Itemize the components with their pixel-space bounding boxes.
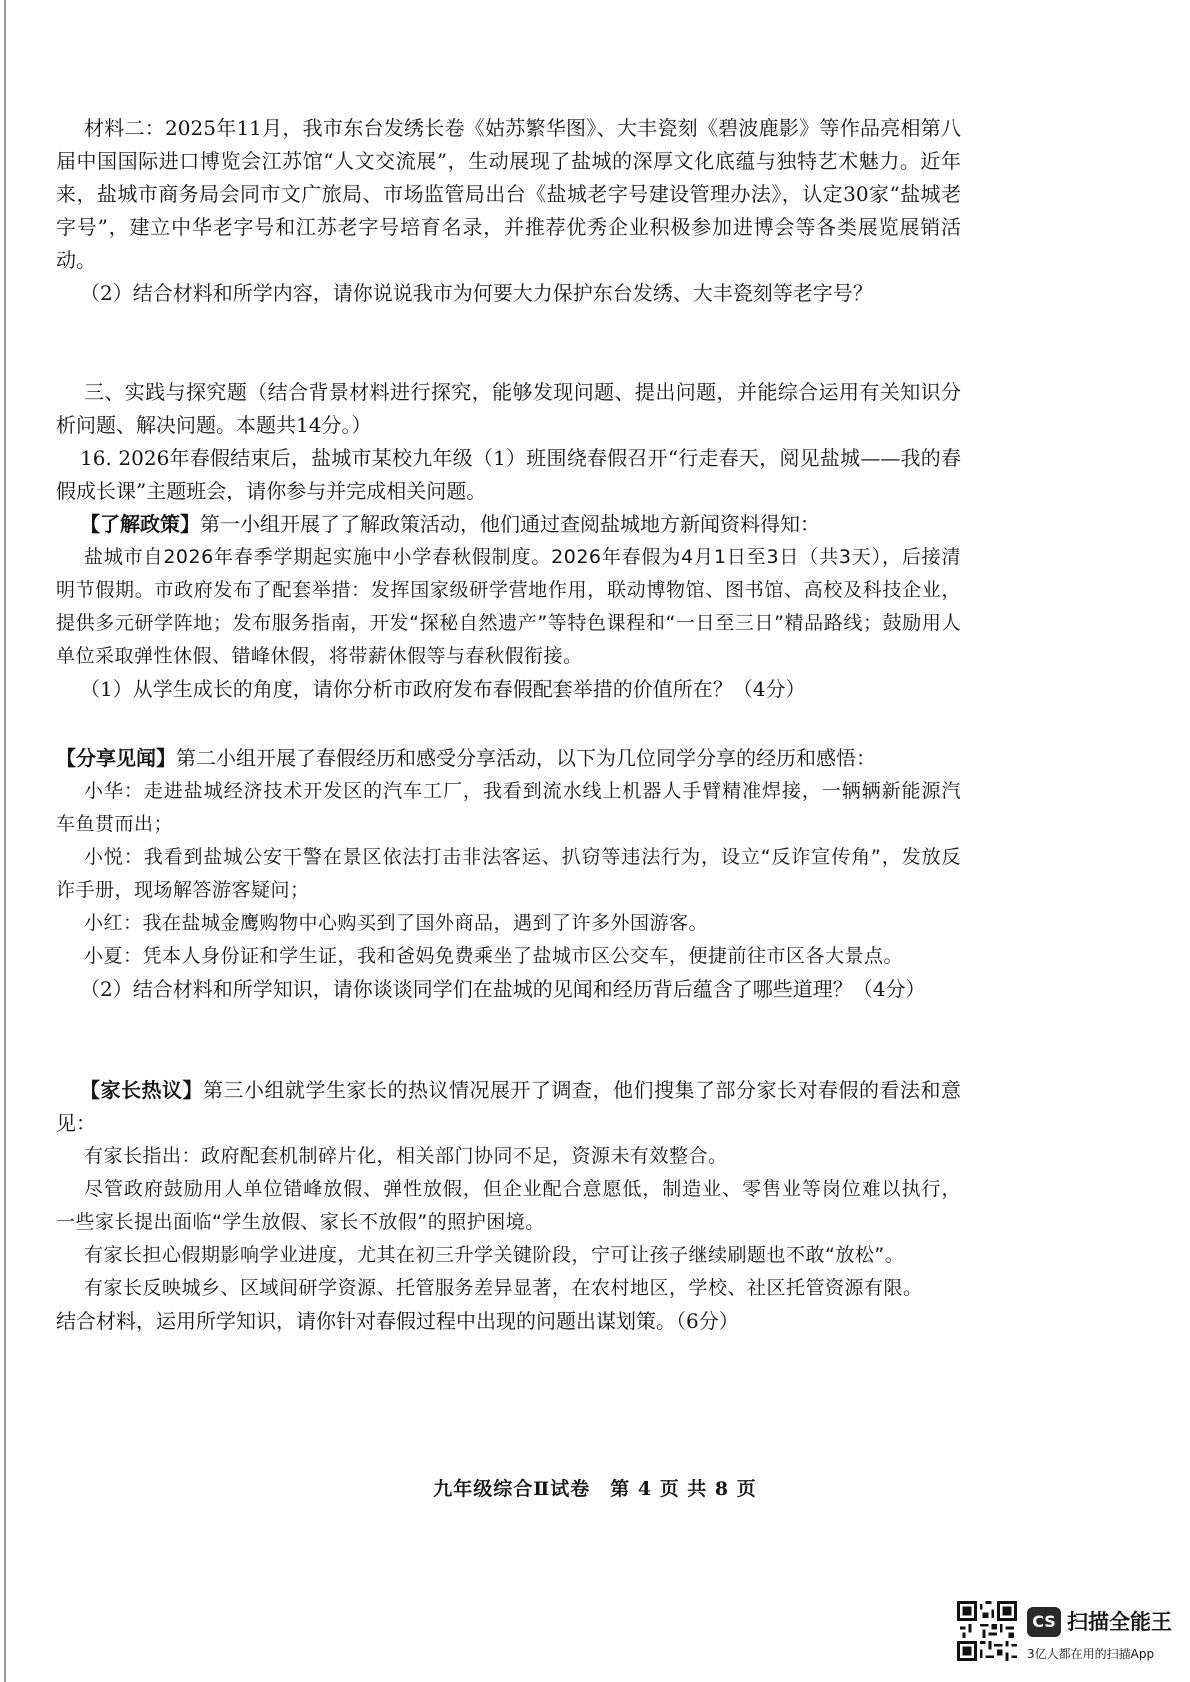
parents-block xyxy=(56,1074,961,1140)
sharing-item-xiaoyue: 小悦：我看到盐城公安干警在景区依法打击非法客运、扒窃等违法行为，设立“反诈宣传角”，发放反诈手册，现场解答游客疑问； xyxy=(56,846,961,901)
parents-item-mechanism: 有家长指出：政府配套机制碎片化，相关部门协同不足，资源未有效整合。 xyxy=(84,1145,728,1167)
sharing-text: 第二小组开展了春假经历和感受分享活动，以下为几位同学分享的经历和感悟： xyxy=(176,746,876,770)
question-16-intro: 16. 2026年春假结束后，盐城市某校九年级（1）班围绕春假召开“行走春天，阅见盐城——我的春假成长课”主题班会，请你参与并完成相关问题。 xyxy=(56,446,961,503)
sharing-item-xiaoxia: 小夏：凭本人身份证和学生证，我和爸妈免费乘坐了盐城市区公交车，便捷前往市区各大景点。 xyxy=(84,945,904,967)
question-3-parents: 结合材料，运用所学知识，请你针对春假过程中出现的问题出谋划策。（6分） xyxy=(56,1309,739,1333)
scanner-slogan: 3亿人都在用的扫描App xyxy=(1027,1647,1155,1661)
answer-space xyxy=(56,1006,961,1074)
scanner-app-name: 扫描全能王 xyxy=(1067,1610,1172,1634)
question-1-policy: （1）从学生成长的角度，请你分析市政府发布春假配套举措的价值所在？（4分） xyxy=(80,677,806,701)
page-content xyxy=(56,112,961,1338)
parents-item-resources: 有家长反映城乡、区域间研学资源、托管服务差异显著，在农村地区，学校、社区托管资源有限。 xyxy=(84,1277,923,1299)
qr-code-icon xyxy=(957,1601,1017,1661)
page-footer: 九年级综合Ⅱ试卷 第 4 页 共 8 页 xyxy=(433,1478,757,1500)
sharing-block xyxy=(56,742,961,775)
policy-text: 第一小组开展了了解政策活动，他们通过查阅盐城地方新闻资料得知： xyxy=(200,512,820,536)
answer-space xyxy=(56,706,961,742)
binding-edge xyxy=(4,0,6,1682)
sharing-item-xiaohong: 小红：我在盐城金鹰购物中心购买到了国外商品，遇到了许多外国游客。 xyxy=(84,912,709,934)
policy-material: 盐城市自2026年春季学期起实施中小学春秋假制度。2026年春假为4月1日至3日（共3天），后接清明节假期。市政府发布了配套举措：发挥国家级研学营地作用，联动博物馆、图书馆、高校及科技企业，提供多元研学阵地；发布服务指南，开发“探秘自然遗产”等特色课程和“一日至三日”精品路线；鼓励用人单位采取弹性休假、错峰休假，将带薪休假等与春秋假衔接。 xyxy=(56,546,961,667)
policy-block xyxy=(56,508,961,541)
parents-item-study: 有家长担心假期影响学业进度，尤其在初三升学关键阶段，宁可让孩子继续刷题也不敢“放松”。 xyxy=(84,1244,905,1266)
policy-label: 【了解政策】 xyxy=(80,512,200,536)
parents-text: 第三小组就学生家长的热议情况展开了调查，他们搜集了部分家长对春假的看法和意见： xyxy=(56,1078,961,1135)
sharing-label: 【分享见闻】 xyxy=(56,746,176,770)
sharing-item-xiaohua: 小华：走进盐城经济技术开发区的汽车工厂，我看到流水线上机器人手臂精准焊接，一辆辆新能源汽车鱼贯而出； xyxy=(56,780,961,835)
camscanner-logo: CS xyxy=(1027,1607,1061,1637)
question-2-sharing: （2）结合材料和所学知识，请你谈谈同学们在盐城的见闻和经历背后蕴含了哪些道理？（4分） xyxy=(80,977,926,1001)
parents-label: 【家长热议】 xyxy=(80,1078,203,1102)
section-three-heading: 三、实践与探究题（结合背景材料进行探究，能够发现问题、提出问题，并能综合运用有关知识分析问题、解决问题。本题共14分。） xyxy=(56,380,961,437)
question-2-material-two: （2）结合材料和所学内容，请你说说我市为何要大力保护东台发绣、大丰瓷刻等老字号？ xyxy=(80,281,873,305)
material-two-paragraph: 材料二：2025年11月，我市东台发绣长卷《姑苏繁华图》、大丰瓷刻《碧波鹿影》等作品亮相第八届中国国际进口博览会江苏馆“人文交流展”，生动展现了盐城的深厚文化底蕴与独特艺术魅力。近年来，盐城市商务局会同市文广旅局、市场监管局出台《盐城老字号建设管理办法》，认定30家“盐城老字号”，建立中华老字号和江苏老字号培育名录，并推荐优秀企业积极参加进博会等各类展览展销活动。 xyxy=(56,116,961,272)
answer-space xyxy=(56,310,961,376)
parents-item-childcare: 尽管政府鼓励用人单位错峰放假、弹性放假，但企业配合意愿低，制造业、零售业等岗位难以执行，一些家长提出面临“学生放假、家长不放假”的照护困境。 xyxy=(56,1178,961,1233)
scanner-watermark xyxy=(957,1601,1179,1681)
